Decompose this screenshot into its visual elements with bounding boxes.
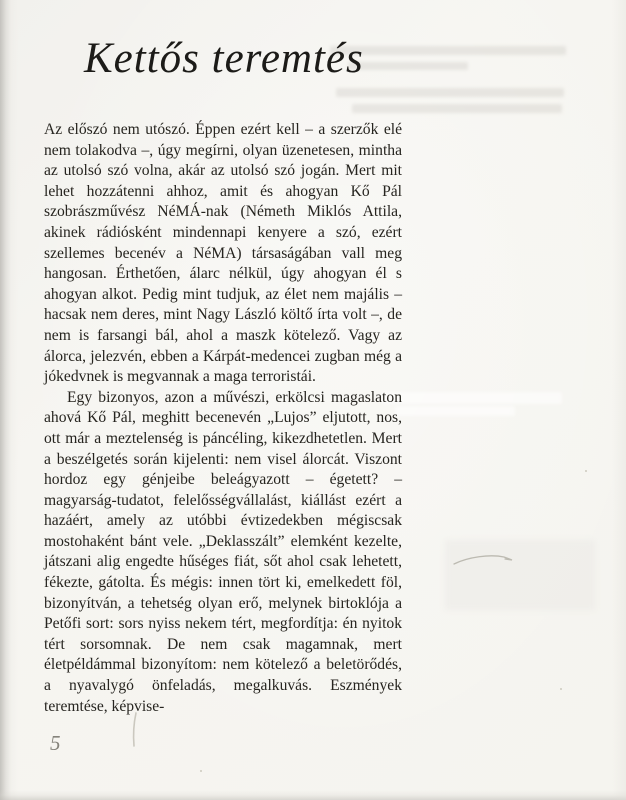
dust-speck: [585, 470, 587, 472]
paragraph: Az előszó nem utószó. Éppen ezért kell – a szerzők elé nem tolakodva –, úgy megírni, olyan üzenetesen, mintha az utolsó szó volna, akár az utolsó szó jogán. Mert mit lehet hozzátenni ahhoz, amit és ahogyan Kő Pál szobrászművész NéMÁ-nak (Németh Miklós Attila, akinek rádiósként mindennapi kenyere a szó, ezért szellemes becenév a NéMA) társaságában vall meg hangosan. Érthetően, álarc nélkül, úgy ahogyan él s ahogyan alkot. Pedig mint tudjuk, az élet nem majális – hacsak nem deres, mint Nagy László költő írta volt –, de nem is farsangi bál, ahol a maszk kötelező. Vagy az álorca, jelezvén, ebben a Kárpát-medencei zugban még a jókedvnek is megvannak a maga terroristái.: [44, 121, 402, 386]
bleed-through-line: [352, 104, 562, 113]
bleed-through-line: [348, 62, 468, 70]
pencil-mark: [452, 550, 522, 570]
bleed-through-line: [330, 46, 566, 55]
scan-edge-bottom: [0, 790, 626, 800]
page-number: 5: [50, 731, 61, 755]
body-text: [44, 120, 402, 717]
bleed-through-line: [336, 88, 564, 97]
scan-edge-right: [612, 0, 626, 800]
dust-speck: [560, 688, 562, 690]
paragraph: Egy bizonyos, azon a művészi, erkölcsi magaslaton ahová Kő Pál, meghitt becenevén „Lujos” eljutott, nos, ott már a meztelenség is páncéling, kikezdhetetlen. Mert a beszélgetés során kijelenti: nem visel álorcát. Viszont hordoz egy génjeibe beleágyazott – égetett? – magyarság-tudatot, felelősségvállalást, kiállást ezért a hazáért, amely az utóbbi évtizedekben mégiscsak mostohaként bánt vele. „Deklasszált” elemként kezelte, játszani alig engedte hűséges fiát, sőt ahol csak lehetett, fékezte, gátolta. És mégis: innen tört ki, emelkedett föl, bizonyítván, a tehetség olyan erő, melynek birtoklója a Petőfi sort: sors nyiss nekem tért, megfordítja: én nyitok tért sorsomnak. De nem csak magamnak, mert életpéldámmal bizonyítom: nem kötelező a beletörődés, a nyavalygó önfeladás, megalkuvás. Eszmények teremtése, képvise-: [44, 388, 402, 715]
whiteout-streak: [395, 406, 515, 416]
whiteout-streak: [382, 392, 562, 404]
dust-speck: [200, 770, 202, 772]
stray-mark: [130, 712, 140, 748]
scan-edge-left: [0, 0, 18, 800]
chapter-title: Kettős teremtés: [84, 35, 364, 82]
